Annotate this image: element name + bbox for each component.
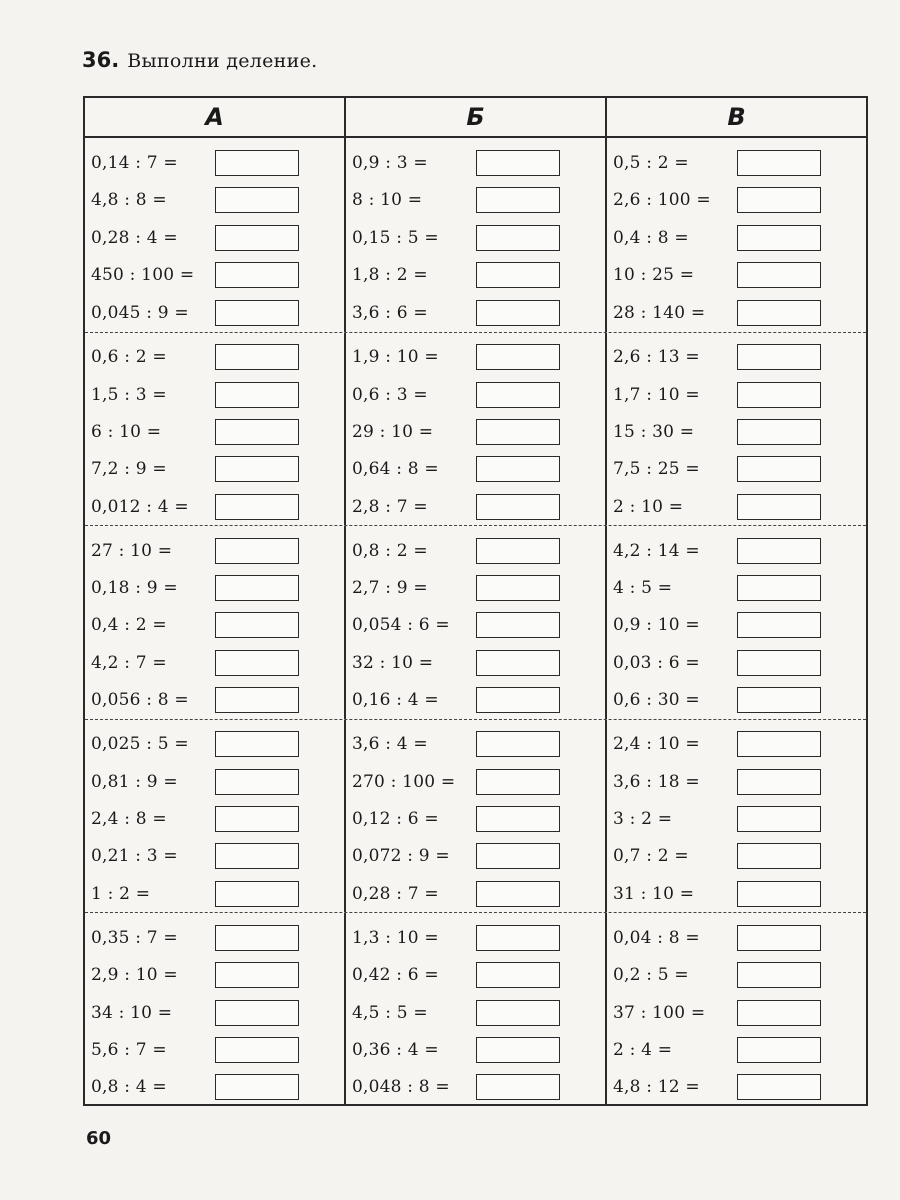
division-expression: 0,9 : 10 =: [613, 615, 700, 636]
division-expression: 4,8 : 12 =: [613, 1077, 700, 1098]
exercise-column-b: [344, 526, 605, 719]
answer-box[interactable]: [737, 225, 821, 251]
answer-box[interactable]: [737, 769, 821, 795]
exercise-row: [352, 144, 605, 182]
division-expression: 6 : 10 =: [91, 421, 162, 442]
answer-box[interactable]: [215, 300, 299, 326]
answer-box[interactable]: [215, 382, 299, 408]
exercise-column-b: [344, 720, 605, 913]
division-expression: 0,8 : 4 =: [91, 1077, 167, 1098]
exercise-row: [91, 838, 344, 875]
answer-box[interactable]: [215, 1000, 299, 1026]
division-expression: 0,14 : 7 =: [91, 152, 178, 173]
exercise-row: [352, 182, 605, 220]
exercise-row: [91, 1031, 344, 1068]
exercise-row: [352, 413, 605, 450]
exercise-column-v: [605, 526, 866, 719]
division-expression: 2,9 : 10 =: [91, 965, 178, 986]
exercise-row: [613, 451, 866, 488]
exercise-row: [352, 451, 605, 488]
exercise-row: [613, 681, 866, 718]
answer-box[interactable]: [215, 262, 299, 288]
exercise-row: [352, 763, 605, 800]
division-expression: 32 : 10 =: [352, 652, 434, 673]
answer-box[interactable]: [215, 187, 299, 213]
division-expression: 2,6 : 100 =: [613, 190, 711, 211]
answer-box[interactable]: [737, 382, 821, 408]
answer-box[interactable]: [737, 843, 821, 869]
exercise-row: [613, 570, 866, 607]
answer-box[interactable]: [737, 731, 821, 757]
division-expression: 28 : 140 =: [613, 302, 706, 323]
exercise-row: [613, 875, 866, 912]
division-expression: 2,7 : 9 =: [352, 578, 428, 599]
exercise-row: [91, 800, 344, 837]
task-header: [82, 48, 318, 72]
division-expression: 0,21 : 3 =: [91, 846, 178, 867]
exercise-column-v: [605, 913, 866, 1106]
division-expression: 2,4 : 8 =: [91, 809, 167, 830]
division-expression: 0,7 : 2 =: [613, 846, 689, 867]
division-expression: 29 : 10 =: [352, 421, 434, 442]
division-expression: 1,9 : 10 =: [352, 347, 439, 368]
exercise-row: [91, 257, 344, 295]
answer-box[interactable]: [215, 731, 299, 757]
answer-box[interactable]: [737, 1074, 821, 1100]
answer-box[interactable]: [215, 419, 299, 445]
answer-box[interactable]: [476, 300, 560, 326]
division-expression: 4,2 : 7 =: [91, 652, 167, 673]
exercise-column-v: [605, 720, 866, 913]
answer-box[interactable]: [215, 925, 299, 951]
exercise-row: [91, 570, 344, 607]
exercise-row: [91, 532, 344, 569]
division-worksheet-table: [83, 96, 868, 1106]
exercise-row: [613, 607, 866, 644]
answer-box[interactable]: [737, 538, 821, 564]
answer-box[interactable]: [737, 650, 821, 676]
division-expression: 0,04 : 8 =: [613, 928, 700, 949]
exercise-row: [91, 144, 344, 182]
exercise-row: [352, 681, 605, 718]
answer-box[interactable]: [737, 1037, 821, 1063]
answer-box[interactable]: [476, 962, 560, 988]
division-expression: 0,054 : 6 =: [352, 615, 450, 636]
exercise-row: [613, 413, 866, 450]
exercise-row: [352, 875, 605, 912]
exercise-row: [613, 1031, 866, 1068]
answer-box[interactable]: [476, 262, 560, 288]
division-expression: 0,4 : 2 =: [91, 615, 167, 636]
task-instruction: Выполни деление.: [127, 50, 318, 72]
answer-box[interactable]: [737, 494, 821, 520]
exercise-row: [613, 257, 866, 295]
exercise-row: [352, 1069, 605, 1106]
answer-box[interactable]: [737, 300, 821, 326]
exercise-row: [352, 532, 605, 569]
division-expression: 0,81 : 9 =: [91, 771, 178, 792]
exercise-row: [91, 376, 344, 413]
exercise-row: [91, 919, 344, 956]
exercise-column-b: [344, 913, 605, 1106]
division-expression: 0,012 : 4 =: [91, 496, 189, 517]
division-expression: 270 : 100 =: [352, 771, 456, 792]
answer-box[interactable]: [476, 1037, 560, 1063]
division-expression: 8 : 10 =: [352, 190, 423, 211]
exercise-row: [91, 219, 344, 257]
exercise-row: [91, 413, 344, 450]
division-expression: 0,12 : 6 =: [352, 809, 439, 830]
division-expression: 0,8 : 2 =: [352, 540, 428, 561]
division-expression: 3,6 : 18 =: [613, 771, 700, 792]
column-header-a: А: [205, 103, 224, 131]
exercise-row: [352, 838, 605, 875]
exercise-row: [352, 294, 605, 332]
answer-box[interactable]: [476, 731, 560, 757]
answer-box[interactable]: [737, 925, 821, 951]
answer-box[interactable]: [476, 344, 560, 370]
answer-box[interactable]: [476, 1000, 560, 1026]
answer-box[interactable]: [215, 881, 299, 907]
exercise-row: [91, 763, 344, 800]
division-expression: 0,28 : 4 =: [91, 227, 178, 248]
exercise-row: [613, 182, 866, 220]
exercise-row: [613, 800, 866, 837]
division-expression: 0,048 : 8 =: [352, 1077, 450, 1098]
division-expression: 0,056 : 8 =: [91, 690, 189, 711]
division-expression: 0,15 : 5 =: [352, 227, 439, 248]
exercise-column-b: [344, 333, 605, 526]
exercise-row: [91, 1069, 344, 1106]
exercise-row: [352, 488, 605, 525]
exercise-row: [91, 451, 344, 488]
answer-box[interactable]: [737, 419, 821, 445]
exercise-column-a: [85, 526, 344, 719]
division-expression: 31 : 10 =: [613, 883, 695, 904]
answer-box[interactable]: [215, 843, 299, 869]
exercise-row: [91, 644, 344, 681]
answer-box[interactable]: [215, 806, 299, 832]
answer-box[interactable]: [476, 650, 560, 676]
exercise-row: [352, 257, 605, 295]
exercise-column-a: [85, 138, 344, 332]
division-expression: 0,9 : 3 =: [352, 152, 428, 173]
answer-box[interactable]: [476, 494, 560, 520]
exercise-row: [352, 919, 605, 956]
answer-box[interactable]: [737, 150, 821, 176]
exercise-row: [613, 339, 866, 376]
answer-box[interactable]: [737, 262, 821, 288]
answer-box[interactable]: [476, 769, 560, 795]
exercise-row: [352, 607, 605, 644]
answer-box[interactable]: [476, 456, 560, 482]
answer-box[interactable]: [476, 925, 560, 951]
division-expression: 2,8 : 7 =: [352, 496, 428, 517]
division-expression: 4,5 : 5 =: [352, 1002, 428, 1023]
exercise-row: [91, 339, 344, 376]
answer-box[interactable]: [476, 538, 560, 564]
answer-box[interactable]: [476, 843, 560, 869]
answer-box[interactable]: [737, 612, 821, 638]
answer-box[interactable]: [215, 687, 299, 713]
answer-box[interactable]: [215, 494, 299, 520]
answer-box[interactable]: [476, 382, 560, 408]
answer-box[interactable]: [215, 612, 299, 638]
division-expression: 27 : 10 =: [91, 540, 173, 561]
division-expression: 2,6 : 13 =: [613, 347, 700, 368]
answer-box[interactable]: [215, 150, 299, 176]
exercise-group: [85, 912, 866, 1106]
answer-box[interactable]: [737, 881, 821, 907]
answer-box[interactable]: [476, 225, 560, 251]
answer-box[interactable]: [215, 1037, 299, 1063]
answer-box[interactable]: [737, 344, 821, 370]
division-expression: 450 : 100 =: [91, 265, 195, 286]
division-expression: 4,8 : 8 =: [91, 190, 167, 211]
division-expression: 0,03 : 6 =: [613, 652, 700, 673]
answer-box[interactable]: [476, 575, 560, 601]
column-header-b: Б: [344, 98, 605, 136]
exercise-row: [91, 182, 344, 220]
division-expression: 2 : 4 =: [613, 1039, 673, 1060]
exercise-column-v: [605, 333, 866, 526]
column-headers: [85, 98, 866, 138]
exercise-row: [613, 219, 866, 257]
answer-box[interactable]: [476, 612, 560, 638]
division-expression: 1 : 2 =: [91, 883, 151, 904]
division-expression: 4,2 : 14 =: [613, 540, 700, 561]
exercise-row: [352, 339, 605, 376]
exercise-row: [352, 726, 605, 763]
division-expression: 0,2 : 5 =: [613, 965, 689, 986]
division-expression: 3,6 : 4 =: [352, 734, 428, 755]
exercise-row: [91, 875, 344, 912]
division-expression: 2 : 10 =: [613, 496, 684, 517]
exercise-column-v: [605, 138, 866, 332]
exercise-row: [352, 570, 605, 607]
division-expression: 0,42 : 6 =: [352, 965, 439, 986]
division-expression: 0,5 : 2 =: [613, 152, 689, 173]
exercise-row: [91, 681, 344, 718]
exercise-row: [613, 726, 866, 763]
answer-box[interactable]: [215, 225, 299, 251]
answer-box[interactable]: [476, 881, 560, 907]
division-expression: 10 : 25 =: [613, 265, 695, 286]
exercise-group: [85, 138, 866, 332]
exercise-row: [613, 294, 866, 332]
exercise-row: [91, 294, 344, 332]
exercise-group: [85, 525, 866, 719]
answer-box[interactable]: [476, 150, 560, 176]
division-expression: 3,6 : 6 =: [352, 302, 428, 323]
exercise-row: [352, 957, 605, 994]
division-expression: 0,6 : 30 =: [613, 690, 700, 711]
answer-box[interactable]: [476, 419, 560, 445]
exercise-column-b: [344, 138, 605, 332]
division-expression: 7,2 : 9 =: [91, 459, 167, 480]
exercise-row: [352, 644, 605, 681]
exercise-row: [91, 607, 344, 644]
answer-box[interactable]: [737, 187, 821, 213]
exercise-row: [613, 994, 866, 1031]
exercise-row: [613, 838, 866, 875]
exercise-column-a: [85, 333, 344, 526]
exercise-row: [613, 644, 866, 681]
answer-box[interactable]: [476, 687, 560, 713]
answer-box[interactable]: [476, 806, 560, 832]
answer-box[interactable]: [737, 1000, 821, 1026]
division-expression: 3 : 2 =: [613, 809, 673, 830]
division-expression: 0,4 : 8 =: [613, 227, 689, 248]
exercise-group: [85, 332, 866, 526]
exercise-column-a: [85, 720, 344, 913]
answer-box[interactable]: [737, 456, 821, 482]
division-expression: 0,072 : 9 =: [352, 846, 450, 867]
exercise-row: [352, 800, 605, 837]
exercise-row: [91, 488, 344, 525]
division-expression: 15 : 30 =: [613, 421, 695, 442]
division-expression: 0,35 : 7 =: [91, 928, 178, 949]
answer-box[interactable]: [737, 687, 821, 713]
division-expression: 1,8 : 2 =: [352, 265, 428, 286]
answer-box[interactable]: [215, 575, 299, 601]
division-expression: 1,5 : 3 =: [91, 384, 167, 405]
exercise-row: [613, 919, 866, 956]
division-expression: 0,64 : 8 =: [352, 459, 439, 480]
exercise-row: [91, 726, 344, 763]
answer-box[interactable]: [215, 650, 299, 676]
answer-box[interactable]: [215, 769, 299, 795]
division-expression: 0,36 : 4 =: [352, 1039, 439, 1060]
answer-box[interactable]: [476, 1074, 560, 1100]
exercise-row: [613, 376, 866, 413]
answer-box[interactable]: [476, 187, 560, 213]
exercise-row: [91, 957, 344, 994]
exercise-row: [91, 994, 344, 1031]
exercise-column-a: [85, 913, 344, 1106]
answer-box[interactable]: [215, 1074, 299, 1100]
exercise-row: [613, 1069, 866, 1106]
exercise-row: [352, 1031, 605, 1068]
answer-box[interactable]: [737, 575, 821, 601]
exercise-row: [352, 219, 605, 257]
division-expression: 0,16 : 4 =: [352, 690, 439, 711]
division-expression: 4 : 5 =: [613, 578, 673, 599]
exercise-row: [352, 994, 605, 1031]
division-expression: 0,045 : 9 =: [91, 302, 189, 323]
division-expression: 1,3 : 10 =: [352, 928, 439, 949]
division-expression: 0,6 : 2 =: [91, 347, 167, 368]
exercise-row: [613, 144, 866, 182]
answer-box[interactable]: [737, 806, 821, 832]
exercise-row: [613, 488, 866, 525]
division-expression: 0,6 : 3 =: [352, 384, 428, 405]
division-expression: 34 : 10 =: [91, 1002, 173, 1023]
division-expression: 37 : 100 =: [613, 1002, 706, 1023]
exercise-row: [613, 957, 866, 994]
division-expression: 0,28 : 7 =: [352, 883, 439, 904]
exercise-row: [352, 376, 605, 413]
division-expression: 1,7 : 10 =: [613, 384, 700, 405]
answer-box[interactable]: [215, 962, 299, 988]
answer-box[interactable]: [215, 538, 299, 564]
answer-box[interactable]: [215, 456, 299, 482]
page-number: 60: [86, 1128, 112, 1149]
answer-box[interactable]: [215, 344, 299, 370]
division-expression: 5,6 : 7 =: [91, 1039, 167, 1060]
exercise-row: [613, 763, 866, 800]
division-expression: 0,18 : 9 =: [91, 578, 178, 599]
task-number: 36.: [82, 48, 120, 72]
column-header-v: В: [605, 98, 866, 136]
division-expression: 0,025 : 5 =: [91, 734, 189, 755]
division-expression: 2,4 : 10 =: [613, 734, 700, 755]
exercise-row: [613, 532, 866, 569]
division-expression: 7,5 : 25 =: [613, 459, 700, 480]
answer-box[interactable]: [737, 962, 821, 988]
exercise-group: [85, 719, 866, 913]
exercise-groups: [85, 138, 866, 1104]
